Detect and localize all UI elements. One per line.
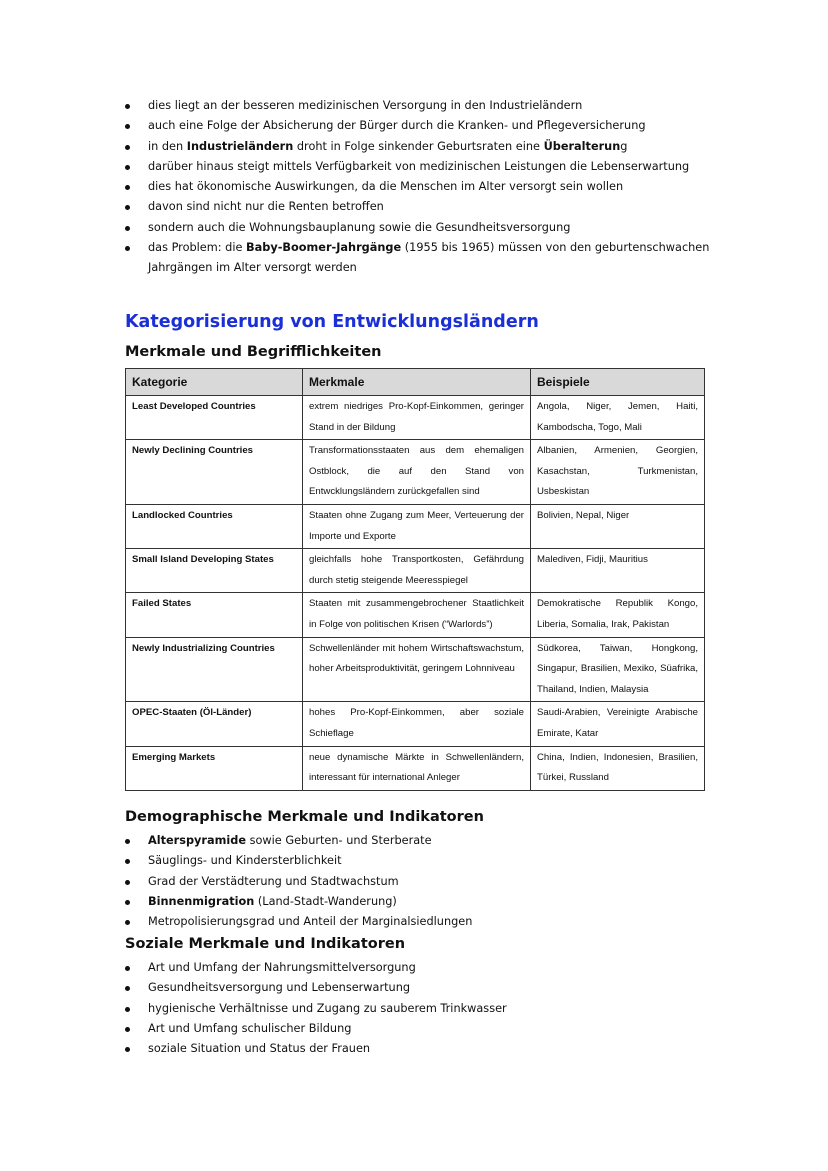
bold-text: Industrieländern <box>186 139 294 153</box>
bullet-text: dies hat ökonomische Auswirkungen, da die Menschen im Alter versorgt sein wollen <box>148 180 624 194</box>
bullet-text: sondern auch die Wohnungsbauplanung sowie die Gesundheitsversorgung <box>148 220 571 234</box>
bullet-text: in den <box>148 139 187 153</box>
cell-examples: Malediven, Fidji, Mauritius <box>531 549 705 593</box>
social-bullet-list <box>124 958 724 1059</box>
table-row <box>126 549 705 593</box>
header-features: Merkmale <box>303 369 531 396</box>
cell-examples: Saudi-Arabien, Vereinigte Arabische Emirate, Katar <box>531 702 705 746</box>
cell-examples: China, Indien, Indonesien, Brasilien, Türkei, Russland <box>531 746 705 790</box>
bullet-item <box>124 851 724 871</box>
cell-examples: Bolivien, Nepal, Niger <box>531 504 705 548</box>
cell-features: extrem niedriges Pro-Kopf-Einkommen, geringer Stand in der Bildung <box>303 396 531 440</box>
table-row <box>126 593 705 637</box>
cell-features: Staaten mit zusammengebrochener Staatlichkeit in Folge von politischen Krisen (“Warlords”) <box>303 593 531 637</box>
cell-features: hohes Pro-Kopf-Einkommen, aber soziale Schieflage <box>303 702 531 746</box>
bullet-item <box>124 238 724 279</box>
cell-category: Newly Industrializing Countries <box>126 637 303 702</box>
bullet-text: sowie Geburten- und Sterberate <box>246 834 432 847</box>
bullet-item <box>124 892 724 912</box>
bullet-text: Gesundheitsversorgung und Lebenserwartung <box>148 981 411 995</box>
bold-text: Binnenmigration <box>148 894 255 908</box>
table-body <box>126 396 705 791</box>
bullet-item <box>124 197 724 217</box>
cell-examples: Angola, Niger, Jemen, Haiti, Kambodscha, Togo, Mali <box>531 396 705 440</box>
bullet-item <box>124 978 724 998</box>
bullet-text: soziale Situation und Status der Frauen <box>148 1042 371 1056</box>
bullet-text: das Problem: die <box>148 241 247 255</box>
cell-features: Staaten ohne Zugang zum Meer, Verteuerung der Importe und Exporte <box>303 504 531 548</box>
table-header-row <box>126 369 705 396</box>
bullet-text: (Land-Stadt-Wanderung) <box>254 894 397 908</box>
cell-category: Failed States <box>126 593 303 637</box>
bullet-text: davon sind nicht nur die Renten betroffen <box>148 200 384 214</box>
cell-examples: Demokratische Republik Kongo, Liberia, Somalia, Irak, Pakistan <box>531 593 705 637</box>
cell-category: Landlocked Countries <box>126 504 303 548</box>
bold-text: Überalterun <box>543 139 621 153</box>
bullet-text: (1955 bis 1965) müssen von den geburtenschwachen Jahrgängen im Alter versorgt werden <box>148 241 710 275</box>
table-row <box>126 746 705 790</box>
bullet-item <box>124 157 724 177</box>
demographic-bullet-list <box>124 831 724 932</box>
cell-features: gleichfalls hohe Transportkosten, Gefährdung durch stetig steigende Meeresspiegel <box>303 549 531 593</box>
bold-text: Alterspyramide <box>148 834 247 847</box>
table-heading: Merkmale und Begrifflichkeiten <box>125 344 382 360</box>
bullet-item <box>124 137 724 157</box>
bullet-text: Grad der Verstädterung und Stadtwachstum <box>148 874 399 888</box>
bullet-item <box>124 1019 724 1039</box>
bullet-text: darüber hinaus steigt mittels Verfügbarkeit von medizinischen Leistungen die Lebenserwartung <box>148 159 690 173</box>
cell-examples: Südkorea, Taiwan, Hongkong, Singapur, Brasilien, Mexiko, Süafrika, Thailand, Indien, Malaysia <box>531 637 705 702</box>
intro-bullet-list <box>124 96 724 279</box>
bullet-text: Säuglings- und Kindersterblichkeit <box>148 854 342 868</box>
demographic-heading: Demographische Merkmale und Indikatoren <box>125 809 484 825</box>
cell-examples: Albanien, Armenien, Georgien, Kasachstan, Turkmenistan, Usbeskistan <box>531 440 705 505</box>
header-examples: Beispiele <box>531 369 705 396</box>
bullet-item <box>124 1039 724 1059</box>
bullet-item <box>124 116 724 136</box>
table-row <box>126 637 705 702</box>
bullet-text: hygienische Verhältnisse und Zugang zu sauberem Trinkwasser <box>148 1001 507 1015</box>
bullet-text: Art und Umfang der Nahrungsmittelversorgung <box>148 961 416 974</box>
bullet-text: Metropolisierungsgrad und Anteil der Marginalsiedlungen <box>148 915 473 929</box>
cell-category: OPEC-Staaten (Öl-Länder) <box>126 702 303 746</box>
table-row <box>126 702 705 746</box>
bullet-text: g <box>620 139 628 153</box>
bullet-item <box>124 96 724 116</box>
bullet-item <box>124 958 724 978</box>
bullet-item <box>124 218 724 238</box>
social-heading: Soziale Merkmale und Indikatoren <box>125 936 406 952</box>
cell-category: Least Developed Countries <box>126 396 303 440</box>
bullet-text: dies liegt an der besseren medizinischen Versorgung in den Industrieländern <box>148 99 583 112</box>
bullet-item <box>124 177 724 197</box>
cell-category: Small Island Developing States <box>126 549 303 593</box>
bullet-text: droht in Folge sinkender Geburtsraten eine <box>293 139 544 153</box>
table-row <box>126 504 705 548</box>
cell-features: neue dynamische Märkte in Schwellenländern, interessant für international Anleger <box>303 746 531 790</box>
bullet-item <box>124 999 724 1019</box>
categories-table <box>125 368 705 791</box>
table-row <box>126 396 705 440</box>
bullet-item <box>124 912 724 932</box>
bullet-text: Art und Umfang schulischer Bildung <box>148 1021 352 1035</box>
bold-text: Baby-Boomer-Jahrgänge <box>246 241 402 255</box>
cell-category: Newly Declining Countries <box>126 440 303 505</box>
table-row <box>126 440 705 505</box>
cell-features: Transformationsstaaten aus dem ehemaligen Ostblock, die auf den Stand von Entwcklungsländern zurückgefallen sind <box>303 440 531 505</box>
cell-category: Emerging Markets <box>126 746 303 790</box>
bullet-item <box>124 831 724 851</box>
bullet-text: auch eine Folge der Absicherung der Bürger durch die Kranken- und Pflegeversicherung <box>148 119 646 133</box>
section-title: Kategorisierung von Entwicklungsländern <box>125 312 539 332</box>
header-category: Kategorie <box>126 369 303 396</box>
bullet-item <box>124 872 724 892</box>
cell-features: Schwellenländer mit hohem Wirtschaftswachstum, hoher Arbeitsproduktivität, geringem Lohnniveau <box>303 637 531 702</box>
